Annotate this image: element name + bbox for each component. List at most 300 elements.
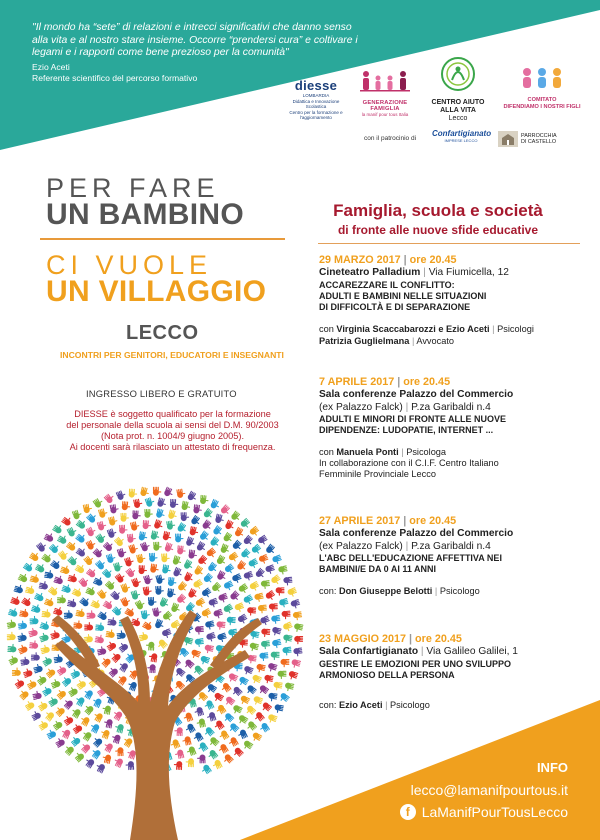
hand-leaf [60,675,72,687]
diesse-wordmark: diesse [294,78,338,93]
hand-leaf [188,549,198,559]
hand-leaf [269,603,278,612]
hand-leaf [278,671,287,679]
hand-leaf [20,656,30,666]
hand-leaf [254,593,265,603]
hand-leaf [175,533,184,542]
hand-leaf [50,678,61,689]
facebook-icon: f [400,804,416,820]
hand-leaf [155,508,166,519]
hand-leaf [190,649,201,660]
speaker-role: Psicologi [497,323,534,334]
hand-leaf [29,616,38,625]
cav-label [428,99,488,123]
hand-leaf [78,576,90,588]
hand-leaf [38,632,49,643]
hand-leaf [174,667,186,679]
hand-leaf [122,501,131,511]
hand-leaf [238,583,250,595]
hand-leaf [125,566,137,578]
hand-leaf [161,628,172,639]
title-divider [40,238,285,240]
hand-leaf [92,497,104,509]
hand-leaf [183,658,195,670]
event-subtitle: INCONTRI PER GENITORI, EDUCATORI E INSEGNANTI [60,350,284,360]
speaker-name: Patrizia Guglielmana [319,335,410,346]
venue-alt-name: (ex Palazzo Falck) [319,540,403,552]
hand-leaf [97,520,108,531]
hand-leaf [112,605,124,617]
hand-leaf [129,489,138,498]
diesse-logo [285,78,347,121]
speaker-name: Ezio Aceti [338,699,383,710]
title-line: DIPENDENZE: LUDOPATIE, INTERNET ... [319,425,494,435]
hand-leaf [85,539,97,551]
hand-leaf [36,541,48,553]
event-venue [319,389,589,402]
hand-leaf [255,663,266,673]
hand-leaf [201,519,213,531]
hand-leaf [29,550,41,562]
hand-leaf [197,555,209,567]
info-label: INFO [536,760,568,775]
parrocchia-logo [498,131,557,147]
hand-leaf [6,619,16,629]
hand-leaf [83,503,93,513]
hand-leaf [110,651,122,663]
hand-leaf [40,644,51,654]
hand-leaf [190,515,202,527]
hand-leaf [75,532,87,544]
hand-leaf [212,525,224,537]
hand-leaf [145,496,156,507]
hand-leaf [44,569,54,579]
hand-leaf [237,614,249,626]
hand-leaf [220,682,232,694]
hand-leaf [127,680,138,691]
hand-leaf [131,577,142,588]
comitato-label [502,97,582,111]
hand-leaf [278,565,288,575]
event-title [319,659,589,681]
hand-leaf [7,654,19,665]
event-speakers: con Manuela Ponti | Psicologa In collaborazione con il C.I.F. Centro Italiano Femminile Provinciale Lecco [319,446,589,480]
hand-leaf [67,598,78,608]
facebook-handle: LaManifPourTousLecco [421,804,568,820]
hand-leaf [170,602,181,613]
hand-leaf [84,622,93,630]
hand-leaf [96,646,106,656]
hand-leaf [201,608,213,620]
header-quote [32,22,432,60]
author-name: Ezio Aceti [32,62,70,72]
hand-leaf [29,640,39,649]
hand-leaf [119,525,128,534]
event-title [319,414,589,436]
hand-leaf [67,554,79,566]
hand-leaf [39,620,50,631]
theme-title: Famiglia, scuola e società [333,201,543,220]
hand-leaf [44,666,56,678]
generazione-label: GENERAZIONE FAMIGLIA [362,100,408,112]
cav-emblem-icon [440,56,476,92]
hand-leaf [177,581,189,593]
hand-leaf [193,504,202,514]
event-title [319,280,589,313]
diesse-sub-line: Didattica e Innovazione Scolastica [292,98,340,109]
hand-leaf [248,642,259,653]
hand-leaf [203,508,215,520]
venue-address: P.za Garibaldi n.4 [411,401,491,413]
hand-leaf [258,605,268,614]
hand-leaf [257,684,269,696]
parrocchia-label [521,133,557,146]
hand-leaf [201,587,213,599]
confartigianato-sub: IMPRESE LECCO [444,138,478,143]
hand-leaf [243,594,255,606]
hand-leaf [218,593,229,604]
hand-leaf [267,662,278,673]
hand-leaf [228,551,240,563]
hand-leaf [234,527,246,539]
centro-aiuto-vita-logo [428,56,488,123]
hand-leaf [26,678,38,690]
time-text: ore 20.45 [403,376,451,388]
contact-email-link[interactable]: lecco@lamanifpourtous.it [410,782,568,798]
event-venue: Sala Confartigianato | Via Galileo Galilei, 1 [319,646,518,657]
hand-leaf [293,647,303,656]
hand-leaf [164,542,175,553]
date-text: 7 APRILE 2017 [319,376,395,388]
hand-leaf [242,665,253,676]
hand-leaf [153,542,162,551]
comitato-line: DIFENDIAMO I NOSTRI FIGLI [503,104,581,110]
hand-leaf [195,597,207,609]
author-role: Referente scientifico del percorso formativo [32,72,198,83]
hand-leaf [32,690,42,700]
hand-leaf [200,495,209,505]
hand-leaf [172,555,183,566]
hand-leaf [257,535,269,547]
hand-leaf [247,607,256,616]
hand-leaf [13,583,24,594]
hand-leaf [282,634,292,644]
speaker-prefix: con [319,323,334,334]
hand-leaf [282,621,294,632]
hand-leaf [261,640,271,649]
hand-leaf [76,518,88,530]
hand-leaf [207,562,219,574]
hand-leaf [132,510,141,519]
cav-line: ALLA VITA [440,107,476,114]
hand-leaf [276,587,285,595]
hand-leaf [48,585,60,597]
hand-leaf [211,582,223,594]
hand-leaf [255,568,267,580]
hand-leaf [208,598,219,609]
hand-leaf [114,572,126,584]
title-line: BAMBINI/E DA 0 AI 11 ANNI [319,564,437,574]
hand-leaf [85,585,97,596]
hand-leaf [150,530,160,541]
hand-leaf [57,595,66,604]
hand-leaf [193,565,205,577]
hand-leaf [194,638,204,648]
hand-leaf [141,610,151,620]
hand-leaf [135,599,147,611]
title-line: ADULTI E MINORI DI FRONTE ALLE NUOVE [319,414,506,424]
hand-leaf [95,558,107,570]
hand-leaf [231,573,242,584]
title-line: ARMONIOSO DELLA PERSONA [319,669,455,680]
hand-leaf [69,668,81,679]
hand-leaf [223,580,235,591]
hand-leaf [150,563,160,573]
hand-leaf [187,491,199,503]
hand-leaf [10,595,21,606]
quote-line: legami e i rapporti come bene prezioso per la comunità" [32,47,289,59]
hand-leaf [206,632,217,643]
hand-leaf [53,654,63,664]
hand-leaf [284,682,294,692]
hand-leaf [156,638,168,650]
hand-leaf [243,571,254,582]
hand-leaf [251,544,263,556]
hand-leaf [67,685,79,697]
time-text: ore 20.45 [409,515,457,527]
hand-leaf [105,579,117,591]
hand-leaf [273,681,283,691]
hand-leaf [114,535,126,547]
hand-leaf [19,608,29,618]
hand-leaf [120,596,131,608]
event-date: 7 APRILE 2017 | ore 20.45 [319,376,451,388]
hand-leaf [236,560,248,572]
hand-leaf [187,588,199,600]
note-line: (Nota prot. n. 1004/9 giugno 2005). [100,431,245,441]
hand-leaf [148,597,157,606]
hand-leaf [71,586,83,598]
hand-leaf [28,627,39,637]
date-text: 27 APRILE 2017 [319,515,401,527]
hand-leaf [49,542,61,554]
hand-leaf [113,561,124,572]
event-date: 29 MARZO 2017 | ore 20.45 [319,254,457,266]
hand-leaf [95,634,105,644]
hand-leaf [271,615,281,625]
hand-leaf [224,519,236,531]
hand-leaf [281,611,290,620]
hand-leaf [86,526,97,538]
hand-leaf [18,572,30,583]
hand-leaf [95,532,107,544]
diesse-sub-line: LOMBARDIA [302,93,330,98]
hand-leaf [261,628,271,637]
speaker-name: Don Giuseppe Belotti [338,586,433,596]
venue-alt-name: (ex Palazzo Falck) [319,401,403,413]
title-line: DI DIFFICOLTÀ E DI SEPARAZIONE [319,301,471,312]
hand-leaf [7,643,17,652]
hand-leaf [280,659,289,668]
hand-leaf [90,598,102,609]
hand-leaf [237,676,249,688]
family-icon [356,70,414,94]
hand-leaf [199,530,211,542]
hand-leaf [87,610,96,619]
hand-leaf [29,573,40,583]
time-text: ore 20.45 [409,254,457,266]
hand-leaf [142,520,151,529]
hand-leaf [176,593,188,605]
venue-address: P.za Garibaldi n.4 [411,540,491,552]
hand-leaf [192,579,204,591]
speaker-prefix: con [319,447,334,457]
hand-leaf [120,513,129,522]
hand-leaf [271,652,280,661]
children-icon [517,66,567,90]
hand-leaf [245,684,257,696]
hand-leaf [283,577,293,586]
quote-author [32,62,197,83]
comitato-logo [502,66,582,111]
cav-line: CENTRO AIUTO [431,99,485,106]
hand-leaf [209,536,221,548]
speaker-role: Psicologa [406,447,447,457]
hand-leaf [41,609,51,618]
hand-leaf [146,641,155,650]
city-title: LECCO [126,322,199,344]
hand-leaf [117,661,129,673]
hand-leaf [41,685,53,697]
hand-leaf [143,586,153,596]
event-2 [319,375,589,480]
hand-leaf [110,504,120,514]
hand-leaf [61,583,72,594]
hand-leaf [183,559,195,571]
venue-name: Sala Confartigianato [319,646,419,657]
hand-leaf [159,597,170,609]
hand-leaf [92,546,104,558]
hand-leaf [64,610,73,619]
venue-name: Cineteatro Palladium [319,267,421,278]
hand-leaf [23,561,35,573]
theme-divider [318,243,580,244]
hand-leaf [162,531,172,542]
hand-leaf [50,558,62,570]
hand-leaf [147,664,156,673]
parrocchia-line: DI CASTELLO [521,139,557,145]
hand-leaf [44,596,55,607]
hand-leaf [138,565,147,574]
venue-address: Via Galileo Galilei, 1 [426,646,518,657]
theme-subtitle: di fronte alle nuove sfide educative [337,223,539,237]
quote-line: alla vita e al nostro stare insieme. Occorre “prendersi cura” e coltivare i [32,34,358,46]
hand-leaf [57,533,69,545]
hand-leaf [131,589,142,600]
hand-leaf [177,545,186,555]
hand-leaf [52,523,64,535]
date-text: 29 MARZO 2017 [319,254,401,266]
hand-leaf [183,572,195,584]
hand-leaf [161,553,170,562]
hand-leaf [249,581,261,593]
hand-leaf [140,487,150,498]
hand-leaf [224,563,236,575]
hand-leaf [181,501,191,511]
hand-leaf [290,659,301,669]
title-line: GESTIRE LE EMOZIONI PER UNO SVILUPPO [319,658,512,669]
hand-leaf [278,598,289,609]
hand-leaf [229,590,241,602]
event-3 [319,514,589,597]
hand-leaf [259,652,268,661]
comitato-line: COMITATO [527,97,557,103]
hand-leaf [128,543,139,554]
event-venue-2: (ex Palazzo Falck) | P.za Garibaldi n.4 [319,401,491,413]
event-4 [319,632,589,711]
facebook-link[interactable] [400,804,568,820]
hand-leaf [107,666,119,678]
hand-leaf [60,564,71,575]
hand-leaf [203,573,215,585]
hand-leaf [117,547,128,558]
hand-leaf [157,497,168,508]
speaker-prefix: con: [319,699,337,710]
hand-leaf [102,567,114,579]
hand-leaf [155,574,165,585]
hand-leaf [143,574,154,585]
hand-leaf [293,623,303,633]
hand-leaf [213,609,224,620]
hand-leaf [66,540,78,552]
hand-leaf [272,554,283,565]
hand-leaf [17,632,27,642]
hand-leaf [75,546,87,558]
hand-leaf [168,509,179,520]
event-venue: Cineteatro Palladium | Via Fiumicella, 12 [319,267,509,278]
hand-leaf [234,602,245,613]
hand-leaf [220,543,231,554]
hand-leaf [124,556,135,567]
hand-leaf [240,518,252,530]
hand-leaf [17,643,28,654]
hand-leaf [149,553,158,562]
hand-leaf [127,533,136,543]
hand-leaf [265,590,277,602]
hand-leaf [230,510,242,522]
hand-leaf [124,606,136,618]
hand-leaf [21,595,33,607]
hand-leaf [223,603,235,615]
hand-leaf [105,629,115,639]
hand-leaf [172,567,183,579]
hand-leaf [282,647,292,656]
generazione-sub: la manif pour tous Italia [361,112,409,117]
hand-leaf [271,626,282,637]
hand-leaf [222,532,234,544]
venue-name: Sala conferenze Palazzo del Commercio [319,389,514,400]
hand-leaf [95,622,105,631]
hand-leaf [13,677,25,689]
hand-leaf [162,564,172,574]
hand-leaf [215,513,225,524]
generazione-famiglia-logo [356,70,414,117]
hand-leaf [251,674,263,685]
hand-leaf [97,609,109,621]
hand-leaf [18,688,30,700]
hand-leaf [136,553,146,564]
speaker-prefix: con: [319,586,337,596]
